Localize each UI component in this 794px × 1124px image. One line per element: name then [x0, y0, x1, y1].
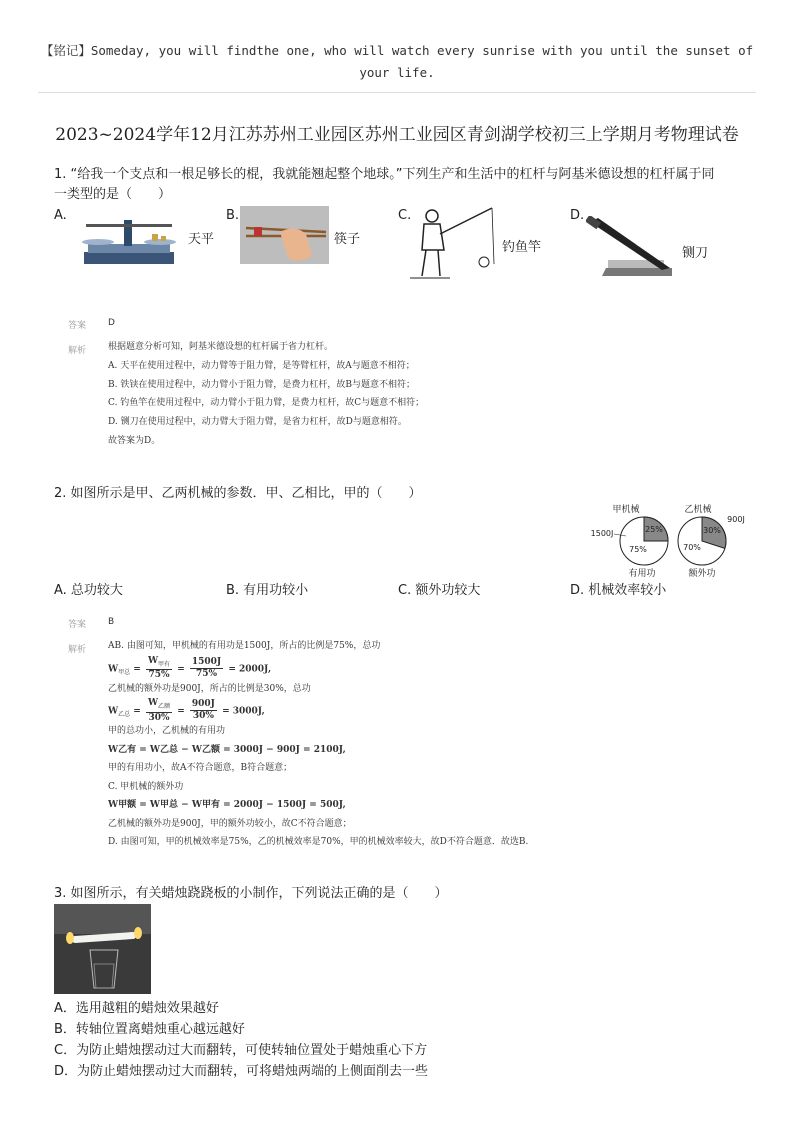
- pie-yi-pct-small: 30%: [703, 526, 721, 535]
- q3-stem: 3. 如图所示，有关蜡烛跷跷板的小制作，下列说法正确的是（ ）: [54, 886, 448, 901]
- q2-formula-1: $W_{甲总}$ = $\frac{W_{甲有}}{75\%}$ = $\frac{1500J}{75\%}$ = 2000J,: [108, 655, 272, 681]
- header-divider: [38, 92, 756, 93]
- q1-analysis-line: B. 铁铗在使用过程中，动力臂小于阻力臂，是费力杠杆，故B与题意不相符；: [108, 379, 415, 390]
- q2-answer-value: B: [108, 617, 115, 627]
- pie-yi-value: 900J: [727, 515, 745, 524]
- q2-option-a: A. 总功较大: [54, 583, 123, 598]
- pie-yi-title: 乙机械: [684, 505, 712, 515]
- pie-yi-bottom-label: 额外功: [688, 569, 716, 579]
- q2-analysis-line: 乙机械的额外功是900J，所占的比例是30%，总功: [108, 683, 311, 694]
- q1-option-d-name: 铡刀: [682, 246, 709, 261]
- q2-analysis-line: AB. 由图可知，甲机械的有用功是1500J，所占的比例是75%，总功: [108, 641, 381, 651]
- pie-jia-title: 甲机械: [612, 505, 640, 515]
- q2-analysis-line: 甲的有用功小，故A不符合题意，B符合题意；: [108, 763, 293, 773]
- q2-analysis: [108, 637, 528, 852]
- q3-option-c: C．为防止蜡烛摆动过大而翻转，可使转轴位置处于蜡烛重心下方: [54, 1043, 428, 1058]
- q1-answer-value: D: [108, 318, 115, 328]
- chopsticks-image: [240, 206, 329, 264]
- motto-banner: 【铭记】Someday, you will findthe one, who will watch every sunrise with you until the sunset of your life.: [40, 43, 754, 80]
- q2-option-d: D. 机械效率较小: [570, 583, 667, 598]
- q2-pie-charts: [586, 500, 750, 580]
- q1-answer-label: 答案: [68, 321, 87, 331]
- q1-stem-line1: 1. “给我一个支点和一根足够长的棍，我就能翘起整个地球。”下列生产和生活中的杠杆与阿基米德设想的杠杆属于同: [54, 167, 715, 182]
- q1-option-c-name: 钓鱼竿: [502, 240, 542, 255]
- q2-analysis-label: 解析: [68, 645, 87, 655]
- q1-analysis-line: A. 天平在使用过程中，动力臂等于阻力臂，是等臂杠杆，故A与题意不相符；: [108, 360, 415, 371]
- q1-analysis-line: 根据题意分析可知，阿基米德设想的杠杆属于省力杠杆。: [108, 342, 334, 352]
- q2-analysis-line: 乙机械的额外功是900J，甲的额外功较小，故C不符合题意；: [108, 818, 352, 829]
- page-title: 2023~2024学年12月江苏苏州工业园区苏州工业园区青剑湖学校初三上学期月考物理试卷: [55, 125, 739, 145]
- q1-option-d-letter: D.: [570, 208, 585, 223]
- q1-option-b-letter: B.: [226, 208, 240, 223]
- pie-jia-value: 1500J: [590, 529, 614, 538]
- q1-option-a-letter: A.: [54, 208, 67, 223]
- q3-option-b: B．转轴位置离蜡烛重心越远越好: [54, 1022, 245, 1037]
- q2-answer-label: 答案: [68, 620, 87, 630]
- q2-analysis-line: C. 甲机械的额外功: [108, 781, 184, 792]
- pie-jia: [591, 503, 668, 579]
- q1-analysis-line: D. 铡刀在使用过程中，动力臂大于阻力臂，是省力杠杆，故D与题意相符。: [108, 417, 407, 428]
- q2-formula-4: W甲额 = W甲总 − W甲有 = 2000J − 1500J = 500J,: [108, 800, 346, 810]
- q1-analysis: [108, 338, 424, 451]
- candle-seesaw-image: [54, 904, 151, 994]
- q1-option-c-letter: C.: [398, 208, 412, 223]
- q2-stem: 2. 如图所示是甲、乙两机械的参数．甲、乙相比，甲的（ ）: [54, 486, 422, 501]
- q2-formula-3: W乙有 = W乙总 − W乙额 = 3000J − 900J = 2100J,: [108, 744, 346, 755]
- balance-scale-image: [78, 214, 180, 266]
- pie-jia-bottom-label: 有用功: [628, 569, 656, 579]
- pie-yi-pct-large: 70%: [683, 543, 701, 552]
- pie-yi: [678, 503, 745, 579]
- q1-stem-line2: 一类型的是（ ）: [54, 187, 172, 202]
- pie-jia-pct-large: 75%: [629, 545, 647, 554]
- q3-option-d: D．为防止蜡烛摆动过大而翻转，可将蜡烛两端的上侧面削去一些: [54, 1064, 429, 1079]
- q2-option-b: B. 有用功较小: [226, 583, 309, 598]
- fishing-rod-image: [410, 204, 500, 282]
- q1-option-a-name: 天平: [188, 232, 215, 247]
- q1-option-b-name: 筷子: [334, 232, 361, 247]
- pie-jia-pct-small: 25%: [645, 525, 663, 534]
- q2-formula-2: $W_{乙总}$ = $\frac{W_{乙额}}{30\%}$ = $\frac{900J}{30\%}$ = 3000J,: [108, 698, 265, 723]
- q2-option-c: C. 额外功较大: [398, 583, 481, 598]
- q3-option-a: A．选用越粗的蜡烛效果越好: [54, 1001, 219, 1016]
- q2-analysis-line: 甲的总功小，乙机械的有用功: [108, 726, 226, 736]
- q2-analysis-line: D. 由图可知，甲的机械效率是75%，乙的机械效率是70%，甲的机械效率较大，故D不符合题意．故选B.: [108, 837, 529, 847]
- q1-analysis-label: 解析: [68, 346, 87, 356]
- q1-analysis-line: 故答案为D。: [108, 435, 161, 446]
- guillotine-cutter-image: [586, 216, 676, 278]
- q1-analysis-line: C. 钓鱼竿在使用过程中，动力臂小于阻力臂，是费力杠杆，故C与题意不相符；: [108, 398, 425, 409]
